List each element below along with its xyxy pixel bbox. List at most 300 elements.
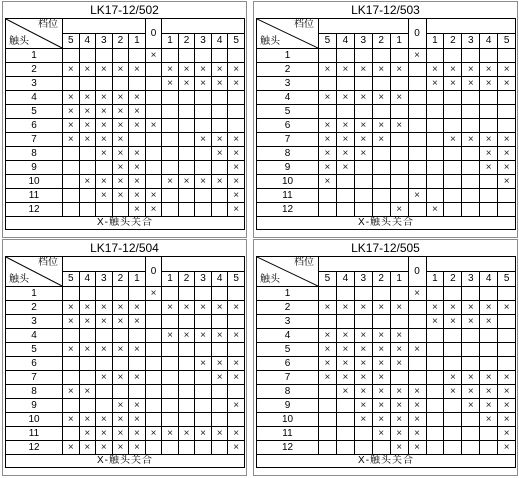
closed-mark: × [96,413,113,427]
contact-label: 5 [257,105,319,119]
contact-row [6,287,245,301]
closed-mark: × [336,91,354,105]
contact-row [257,357,516,371]
open-cell [178,91,195,105]
position-label: 5 [498,272,516,287]
open-cell [354,77,372,91]
closed-mark: × [112,315,129,329]
closed-mark: × [408,399,426,413]
closed-mark: × [195,427,212,441]
contact-row [6,343,245,357]
contact-label: 6 [257,119,319,133]
closed-mark: × [480,315,498,329]
open-cell [372,203,390,217]
contact-row [6,203,245,217]
open-cell [462,105,480,119]
open-cell [162,189,179,203]
open-cell [462,49,480,63]
closed-mark: × [354,357,372,371]
closed-mark: × [195,77,212,91]
contact-label: 5 [257,343,319,357]
open-cell [408,119,426,133]
closed-mark: × [228,427,245,441]
closed-mark: × [129,105,146,119]
open-cell [145,301,162,315]
open-cell [211,343,228,357]
contact-row [257,427,516,441]
closed-mark: × [336,147,354,161]
open-cell [480,91,498,105]
closed-mark: × [96,371,113,385]
contact-row [257,133,516,147]
open-cell [96,49,113,63]
panel-title: LK17-12/503 [351,3,420,17]
closed-mark: × [462,315,480,329]
open-cell [480,343,498,357]
contact-label: 12 [6,203,63,217]
open-cell [426,133,444,147]
open-cell [63,371,80,385]
open-cell [211,119,228,133]
contact-label: 6 [6,119,63,133]
closed-mark: × [195,301,212,315]
position-zero: 0 [145,19,162,49]
corner-cell [6,19,63,49]
closed-mark: × [228,133,245,147]
open-cell [426,189,444,203]
position-label: 4 [336,272,354,287]
closed-mark: × [211,175,228,189]
open-cell [145,385,162,399]
closed-mark: × [195,63,212,77]
closed-mark: × [129,441,146,455]
open-cell [390,133,408,147]
open-cell [336,175,354,189]
closed-mark: × [228,161,245,175]
position-label: 5 [319,34,337,49]
contact-header-label: 触头 [9,36,29,47]
open-cell [178,385,195,399]
open-cell [178,161,195,175]
closed-mark: × [145,49,162,63]
contact-row [6,105,245,119]
closed-mark: × [354,91,372,105]
closed-mark: × [79,91,96,105]
closed-mark: × [112,189,129,203]
closed-mark: × [408,287,426,301]
contact-label: 1 [6,287,63,301]
open-cell [112,287,129,301]
open-cell [462,427,480,441]
closed-mark: × [63,63,80,77]
closed-mark: × [63,91,80,105]
open-cell [195,147,212,161]
open-cell [372,175,390,189]
open-cell [162,49,179,63]
contact-label: 1 [257,287,319,301]
open-cell [145,413,162,427]
closed-mark: × [112,133,129,147]
position-label: 5 [228,34,245,49]
contact-table [5,256,245,468]
closed-mark: × [211,77,228,91]
switch-panel [253,239,518,476]
open-cell [79,203,96,217]
open-cell [96,287,113,301]
closed-mark: × [498,427,516,441]
closed-mark: × [162,301,179,315]
closed-mark: × [112,63,129,77]
closed-mark: × [96,147,113,161]
closed-mark: × [336,371,354,385]
open-cell [462,413,480,427]
closed-mark: × [390,343,408,357]
open-cell [145,175,162,189]
closed-mark: × [79,301,96,315]
open-cell [498,189,516,203]
open-cell [426,399,444,413]
closed-mark: × [390,399,408,413]
open-cell [426,371,444,385]
contact-label: 3 [6,77,63,91]
closed-mark: × [372,63,390,77]
panel-title: LK17-12/502 [90,3,159,17]
open-cell [354,105,372,119]
open-cell [96,357,113,371]
open-cell [112,329,129,343]
open-cell [462,189,480,203]
open-cell [145,315,162,329]
closed-mark: × [354,343,372,357]
open-cell [372,105,390,119]
open-cell [319,427,337,441]
open-cell [336,203,354,217]
closed-mark: × [354,133,372,147]
closed-mark: × [96,105,113,119]
contact-row [6,413,245,427]
closed-mark: × [129,161,146,175]
closed-mark: × [112,399,129,413]
open-cell [372,161,390,175]
closed-mark: × [319,147,337,161]
open-cell [112,203,129,217]
switch-panel [253,1,518,238]
closed-mark: × [96,63,113,77]
closed-mark: × [336,133,354,147]
closed-mark: × [444,371,462,385]
open-cell [498,49,516,63]
closed-mark: × [354,301,372,315]
closed-mark: × [63,301,80,315]
position-label: 3 [462,34,480,49]
closed-mark: × [178,301,195,315]
closed-mark: × [319,91,337,105]
closed-mark: × [195,133,212,147]
closed-mark: × [79,105,96,119]
open-cell [462,287,480,301]
closed-mark: × [79,315,96,329]
closed-mark: × [390,427,408,441]
contact-label: 12 [257,441,319,455]
open-cell [462,441,480,455]
open-cell [336,413,354,427]
contact-table [256,18,516,230]
closed-mark: × [63,119,80,133]
closed-mark: × [112,343,129,357]
closed-mark: × [319,343,337,357]
closed-mark: × [498,413,516,427]
open-cell [390,105,408,119]
position-label: 5 [319,272,337,287]
legend-row [257,455,516,468]
right-positions-band [162,257,245,272]
open-cell [228,343,245,357]
contact-label: 9 [257,399,319,413]
position-zero: 0 [408,19,426,49]
open-cell [178,49,195,63]
open-cell [354,203,372,217]
contact-row [6,357,245,371]
closed-mark: × [426,315,444,329]
open-cell [480,329,498,343]
contact-label: 12 [257,203,319,217]
open-cell [498,119,516,133]
closed-mark: × [480,147,498,161]
closed-mark: × [498,133,516,147]
open-cell [444,91,462,105]
open-cell [195,399,212,413]
open-cell [178,315,195,329]
open-cell [63,203,80,217]
closed-mark: × [462,399,480,413]
closed-mark: × [498,175,516,189]
open-cell [211,287,228,301]
closed-mark: × [63,343,80,357]
open-cell [178,357,195,371]
closed-mark: × [372,427,390,441]
closed-mark: × [162,77,179,91]
closed-mark: × [390,357,408,371]
closed-mark: × [112,413,129,427]
closed-mark: × [178,175,195,189]
open-cell [408,357,426,371]
closed-mark: × [211,147,228,161]
closed-mark: × [195,175,212,189]
open-cell [129,133,146,147]
contact-row [6,147,245,161]
contact-row [257,441,516,455]
closed-mark: × [178,63,195,77]
position-label: 3 [96,34,113,49]
contact-row [257,385,516,399]
closed-mark: × [195,357,212,371]
closed-mark: × [444,385,462,399]
open-cell [444,413,462,427]
open-cell [96,203,113,217]
closed-mark: × [162,175,179,189]
open-cell [178,287,195,301]
open-cell [96,385,113,399]
open-cell [79,399,96,413]
open-cell [426,147,444,161]
left-positions-band [63,257,146,272]
position-label: 3 [462,272,480,287]
position-label: 2 [372,34,390,49]
open-cell [96,161,113,175]
open-cell [426,49,444,63]
contact-row [6,301,245,315]
open-cell [426,357,444,371]
closed-mark: × [444,315,462,329]
closed-mark: × [228,77,245,91]
open-cell [444,441,462,455]
open-cell [319,441,337,455]
position-label: 1 [390,272,408,287]
open-cell [444,105,462,119]
open-cell [480,441,498,455]
closed-mark: × [480,161,498,175]
open-cell [444,427,462,441]
closed-mark: × [228,399,245,413]
contact-label: 6 [257,357,319,371]
open-cell [498,357,516,371]
contact-label: 11 [257,189,319,203]
closed-mark: × [145,427,162,441]
contact-header-label: 触头 [260,274,280,285]
open-cell [79,371,96,385]
closed-mark: × [408,343,426,357]
closed-mark: × [162,329,179,343]
contact-row [6,441,245,455]
contact-row [6,399,245,413]
open-cell [211,161,228,175]
contact-row [257,63,516,77]
open-cell [162,357,179,371]
closed-mark: × [319,119,337,133]
open-cell [63,77,80,91]
open-cell [63,329,80,343]
open-cell [426,385,444,399]
closed-mark: × [195,329,212,343]
closed-mark: × [354,371,372,385]
open-cell [462,147,480,161]
open-cell [319,385,337,399]
contact-row [257,77,516,91]
open-cell [178,441,195,455]
open-cell [408,77,426,91]
open-cell [162,147,179,161]
open-cell [63,399,80,413]
open-cell [96,399,113,413]
contact-row [6,371,245,385]
open-cell [63,175,80,189]
closed-mark: × [211,371,228,385]
closed-mark: × [390,119,408,133]
closed-mark: × [96,427,113,441]
closed-mark: × [211,301,228,315]
contact-label: 12 [6,441,63,455]
closed-mark: × [129,399,146,413]
closed-mark: × [211,329,228,343]
closed-mark: × [63,105,80,119]
open-cell [336,315,354,329]
open-cell [444,49,462,63]
contact-label: 10 [6,175,63,189]
closed-mark: × [372,329,390,343]
contact-label: 10 [257,175,319,189]
contact-label: 2 [6,63,63,77]
open-cell [319,77,337,91]
closed-mark: × [79,119,96,133]
closed-mark: × [390,329,408,343]
open-cell [228,105,245,119]
closed-mark: × [228,203,245,217]
open-cell [498,315,516,329]
closed-mark: × [498,77,516,91]
closed-mark: × [480,77,498,91]
closed-mark: × [228,357,245,371]
open-cell [178,119,195,133]
closed-mark: × [336,357,354,371]
closed-mark: × [319,357,337,371]
closed-mark: × [129,301,146,315]
open-cell [79,49,96,63]
legend-row [6,455,245,468]
open-cell [195,119,212,133]
open-cell [444,189,462,203]
open-cell [444,175,462,189]
closed-mark: × [498,147,516,161]
contact-label: 8 [257,385,319,399]
open-cell [354,287,372,301]
open-cell [408,161,426,175]
open-cell [319,399,337,413]
closed-mark: × [96,189,113,203]
header-row [257,257,516,272]
contact-label: 7 [257,133,319,147]
header-row [257,19,516,34]
closed-mark: × [444,301,462,315]
open-cell [336,189,354,203]
closed-mark: × [211,63,228,77]
contact-label: 2 [6,301,63,315]
closed-mark: × [178,427,195,441]
open-cell [390,161,408,175]
position-label: 3 [195,34,212,49]
open-cell [112,357,129,371]
open-cell [129,287,146,301]
contact-label: 10 [257,413,319,427]
left-positions-band [319,257,409,272]
contact-row [257,119,516,133]
open-cell [145,105,162,119]
open-cell [480,427,498,441]
position-label: 2 [444,272,462,287]
open-cell [444,399,462,413]
contact-label: 8 [6,385,63,399]
open-cell [145,161,162,175]
open-cell [162,399,179,413]
closed-mark: × [408,49,426,63]
closed-mark: × [211,357,228,371]
switch-panel [2,1,247,238]
open-cell [96,77,113,91]
open-cell [129,49,146,63]
open-cell [426,427,444,441]
contact-label: 7 [6,133,63,147]
legend-text: X-触头关合 [6,455,245,468]
closed-mark: × [178,77,195,91]
